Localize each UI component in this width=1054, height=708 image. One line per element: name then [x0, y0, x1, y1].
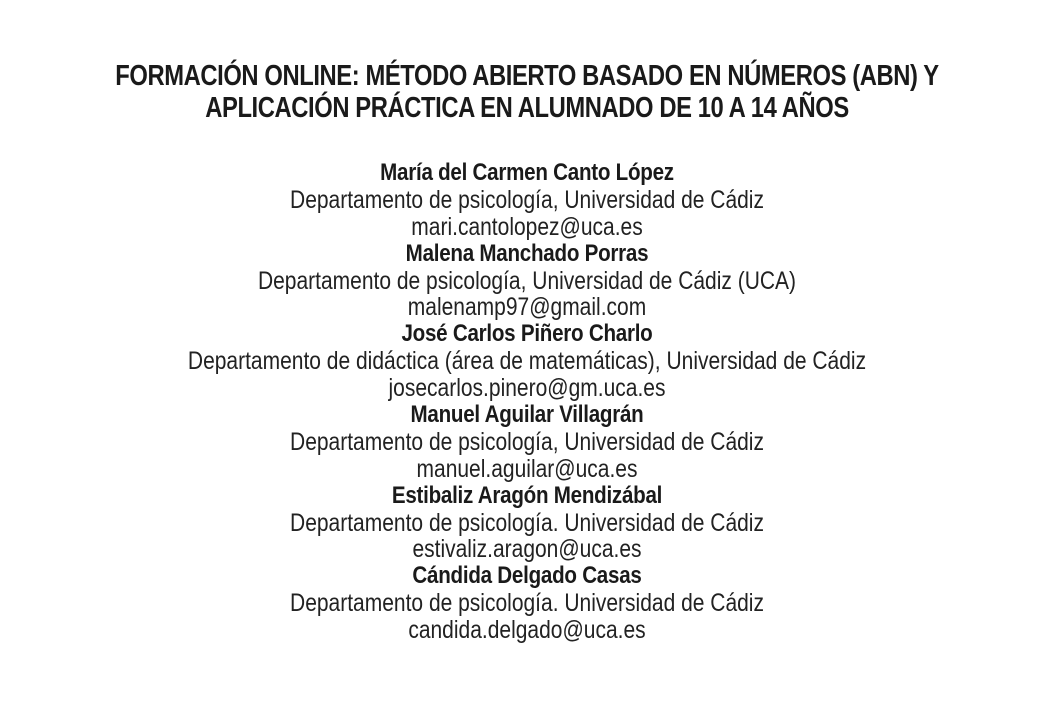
author-name: Cándida Delgado Casas [412, 562, 642, 590]
paper-title-line-1: FORMACIÓN ONLINE: MÉTODO ABIERTO BASADO EN NÚMEROS (ABN) Y [115, 60, 939, 92]
paper-title [111, 60, 942, 124]
author-block [0, 563, 1054, 644]
author-name: María del Carmen Canto López [380, 159, 674, 186]
author-block [0, 241, 1054, 322]
author-block [0, 321, 1054, 402]
author-affiliation: Departamento de psicología, Universidad de Cádiz [290, 185, 764, 214]
author-email: manuel.aguilar@uca.es [416, 454, 638, 483]
paper-title-line-2: APLICACIÓN PRÁCTICA EN ALUMNADO DE 10 A 14 AÑOS [205, 92, 849, 124]
author-name: Malena Manchado Porras [405, 239, 649, 267]
author-affiliation: Departamento de psicología. Universidad de Cádiz [290, 589, 764, 618]
author-name: Manuel Aguilar Villagrán [410, 401, 644, 429]
author-email: estivaliz.aragon@uca.es [412, 535, 642, 564]
author-affiliation: Departamento de didáctica (área de matemáticas), Universidad de Cádiz [187, 347, 867, 376]
author-name: Estibaliz Aragón Mendizábal [391, 481, 663, 509]
author-affiliation: Departamento de psicología, Universidad de Cádiz (UCA) [257, 266, 797, 295]
author-affiliation: Departamento de psicología. Universidad de Cádiz [290, 508, 764, 537]
author-block [0, 483, 1054, 564]
author-email: candida.delgado@uca.es [408, 616, 646, 645]
author-block [0, 160, 1054, 241]
author-affiliation: Departamento de psicología, Universidad de Cádiz [290, 427, 764, 456]
author-list [0, 160, 1054, 644]
author-email: mari.cantolopez@uca.es [411, 212, 643, 241]
author-email: malenamp97@gmail.com [407, 293, 647, 322]
author-block [0, 402, 1054, 483]
author-email: josecarlos.pinero@gm.uca.es [388, 374, 666, 403]
author-name: José Carlos Piñero Charlo [401, 320, 653, 348]
